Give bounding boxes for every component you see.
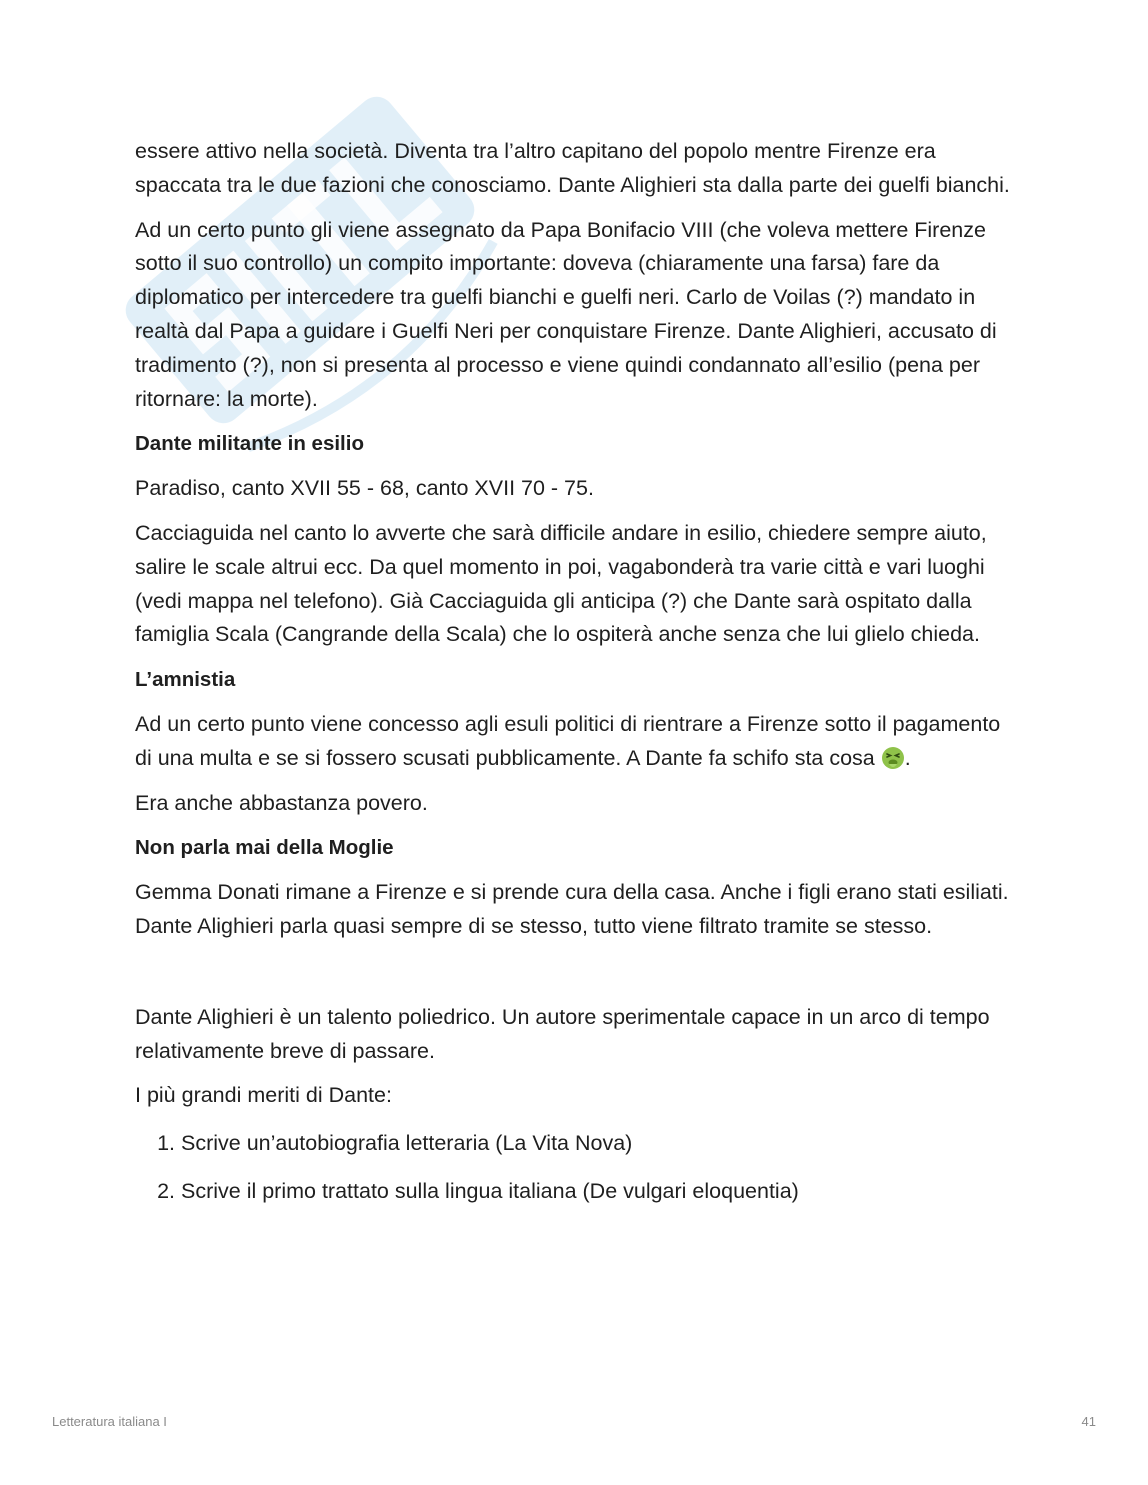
section-heading xyxy=(135,831,1010,865)
paragraph-text: I più grandi meriti di Dante: xyxy=(135,1083,392,1108)
paragraph-text: Ad un certo punto gli viene assegnato da Papa Bonifacio VIII (che voleva mettere Firenze sotto il suo controllo) un compito importante: doveva (chiaramente una farsa) fare da diplomatico per intercedere tra guelfi bianchi e guelfi neri. Carlo de Voilas (?) mandato in realtà dal Papa a guidare i Guelfi Neri per conquistare Firenze. Dante Alighieri, accusato di tradimento (?), non si presenta al processo e viene quindi condannato all’esilio (pena per ritornare: la morte). xyxy=(135,217,997,411)
paragraph-suffix: . xyxy=(904,745,911,770)
list-item-text: Scrive un’autobiografia letteraria (La Vita Nova) xyxy=(180,1131,633,1156)
paragraph xyxy=(135,517,1010,652)
section-heading xyxy=(135,663,1010,697)
section-heading xyxy=(135,427,1010,461)
paragraph-text: Era anche abbastanza povero. xyxy=(135,790,428,815)
paragraph-text: Paradiso, canto XVII 55 - 68, canto XVII 70 - 75. xyxy=(135,476,594,501)
paragraph xyxy=(135,472,1010,506)
paragraph xyxy=(135,135,1010,203)
list-item xyxy=(135,1127,1010,1161)
footer-title: Letteratura italiana I xyxy=(52,1414,167,1429)
paragraph-text: L’amnistia xyxy=(135,668,236,692)
paragraph xyxy=(135,1001,1010,1069)
paragraph-text: Dante militante in esilio xyxy=(135,432,364,456)
paragraph-text: Cacciaguida nel canto lo avverte che sarà difficile andare in esilio, chiedere sempre aiuto, salire le scale altrui ecc. Da quel momento in poi, vagabonderà tra varie città e vari luoghi (vedi mappa nel telefono). Già Cacciaguida gli anticipa (?) che Dante sarà ospitato dalla famiglia Scala (Cangrande della Scala) che lo ospiterà anche senza che lui glielo chieda. xyxy=(135,520,987,647)
section-spacer xyxy=(135,955,1010,1001)
list-item-number: 1. xyxy=(157,1131,175,1156)
vomiting-face-emoji xyxy=(881,746,905,770)
paragraph-text: Gemma Donati rimane a Firenze e si prende cura della casa. Anche i figli erano stati esiliati. Dante Alighieri parla quasi sempre di se stesso, tutto viene filtrato tramite se stesso. xyxy=(135,880,1009,938)
paragraph xyxy=(135,876,1010,944)
paragraph xyxy=(135,708,1010,776)
list-item-text: Scrive il primo trattato sulla lingua italiana (De vulgari eloquentia) xyxy=(180,1178,799,1203)
paragraph-text: Non parla mai della Moglie xyxy=(135,836,394,860)
paragraph-text: Dante Alighieri è un talento poliedrico. Un autore sperimentale capace in un arco di tempo relativamente breve di passare. xyxy=(135,1004,990,1063)
paragraph xyxy=(135,1079,1010,1113)
list-item-number: 2. xyxy=(157,1178,175,1203)
paragraph-text: essere attivo nella società. Diventa tra l’altro capitano del popolo mentre Firenze era spaccata tra le due fazioni che conosciamo. Dante Alighieri sta dalla parte dei guelfi bianchi. xyxy=(135,139,1010,197)
document-body xyxy=(135,135,1010,1209)
page-number: 41 xyxy=(1081,1414,1096,1429)
paragraph xyxy=(135,214,1010,417)
paragraph xyxy=(135,787,1010,821)
list-item xyxy=(135,1175,1010,1209)
paragraph-text: Ad un certo punto viene concesso agli esuli politici di rientrare a Firenze sotto il pagamento di una multa e se si fossero scusati pubblicamente. A Dante fa schifo sta cosa xyxy=(135,711,1001,770)
merits-list xyxy=(135,1127,1010,1209)
